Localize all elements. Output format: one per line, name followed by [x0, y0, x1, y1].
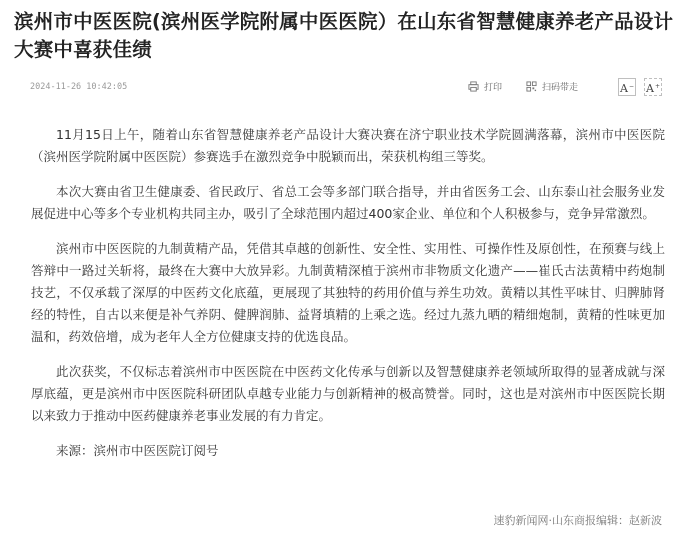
- increase-font-label: A: [646, 82, 654, 95]
- paragraph: 本次大赛由省卫生健康委、省民政厅、省总工会等多部门联合指导，并由省医务工会、山东泰山社会服务业发展促进中心等多个专业机构共同主办，吸引了全球范围内超过400家企业、单位和个人积极参与，竞争异常激烈。: [31, 184, 665, 221]
- qr-share-button[interactable]: [526, 80, 578, 93]
- decrease-font-label: A: [620, 82, 628, 95]
- source-line: 来源：滨州市中医医院订阅号: [56, 443, 219, 458]
- paragraph: 11月15日上午，随着山东省智慧健康养老产品设计大赛决赛在济宁职业技术学院圆满落幕，滨州市中医医院（滨州医学院附属中医医院）参赛选手在激烈竞争中脱颖而出，荣获机构组三等奖。: [31, 127, 665, 164]
- decrease-font-button[interactable]: [618, 78, 636, 96]
- paragraph: 此次获奖，不仅标志着滨州市中医医院在中医药文化传承与创新以及智慧健康养老领域所取得的显著成就与深厚底蕴，更是滨州市中医医院科研团队卓越专业能力与创新精神的极高赞誉。同时，这也是对滨州市中医医院长期以来致力于推动中医药健康养老事业发展的有力肯定。: [31, 364, 665, 423]
- editor-credit: 速豹新闻网·山东商报编辑：赵新波: [493, 514, 662, 527]
- article-title: 滨州市中医医院(滨州医学院附属中医医院）在山东省智慧健康养老产品设计大赛中喜获佳绩: [14, 10, 674, 61]
- plus-icon: +: [654, 83, 660, 90]
- increase-font-button[interactable]: [644, 78, 662, 96]
- print-label: 打印: [484, 83, 503, 93]
- article-body: [31, 124, 665, 475]
- paragraph: 滨州市中医医院的九制黄精产品，凭借其卓越的创新性、安全性、实用性、可操作性及原创性，在预赛与线上答辩中一路过关斩将，最终在大赛中大放异彩。九制黄精深植于滨州市非物质文化遗产——崔氏古法黄精中药炮制技艺，不仅承载了深厚的中医药文化底蕴，更展现了其独特的药用价值与养生功效。黄精以其性平味甘、归脾肺肾经的特性，自古以来便是补气养阴、健脾润肺、益肾填精的上乘之选。经过九蒸九晒的精细炮制，黄精的性味更加温和，药效倍增，成为老年人全方位健康支持的优选良品。: [31, 241, 665, 344]
- print-button[interactable]: [468, 80, 502, 93]
- qr-share-label: 扫码带走: [542, 83, 579, 93]
- printer-icon: [468, 81, 479, 92]
- article-meta-bar: [30, 76, 664, 100]
- qr-code-icon: [526, 81, 537, 92]
- minus-icon: −: [628, 83, 634, 90]
- publish-timestamp: 2024-11-26 10:42:05: [30, 82, 128, 92]
